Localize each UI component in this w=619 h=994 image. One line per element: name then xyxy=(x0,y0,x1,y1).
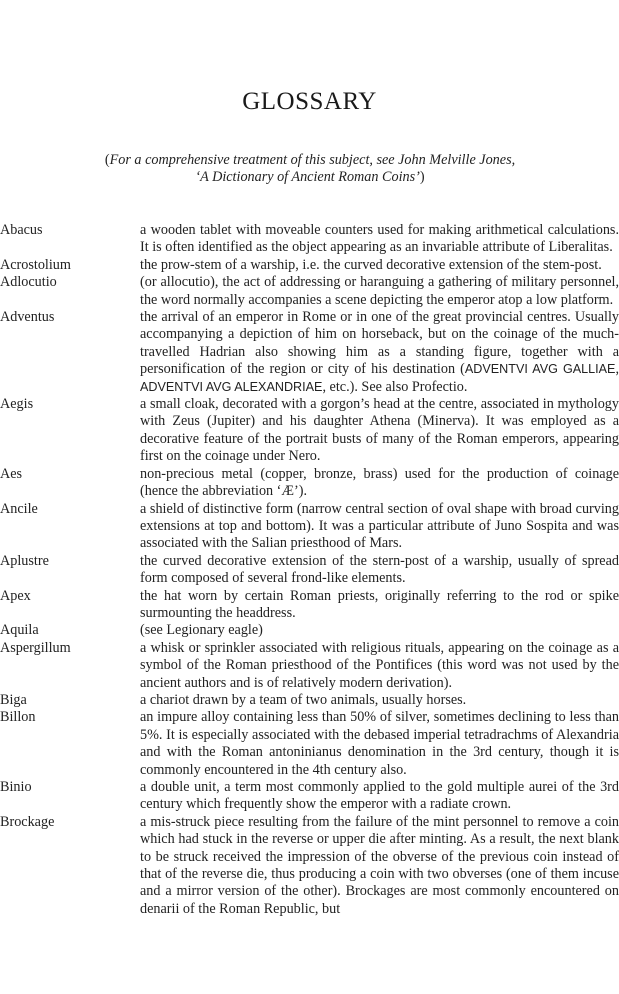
glossary-term: Apex xyxy=(0,587,31,604)
subtitle-line-1 xyxy=(60,152,560,169)
glossary-entry xyxy=(0,588,619,623)
glossary-definition: a chariot drawn by a team of two animals, usually horses. xyxy=(140,691,467,708)
definition-text: the arrival of an emperor in Rome or in one of the great provincial centres. Usually accompanying a depiction of him on horseback, but on the coinage of the much-travelled Hadrian also showing him as a standing figure, together with a personification of the region or city of his destination ( xyxy=(140,309,619,378)
glossary-term: Biga xyxy=(0,691,27,708)
glossary-term: Aspergillum xyxy=(0,639,71,656)
glossary-definition: a shield of distinctive form (narrow central section of oval shape with broad curving extensions at top and bottom). It was a particular attribute of Juno Sospita and was associated with the Salian priesthood of Mars. xyxy=(140,500,619,552)
glossary-entry xyxy=(0,466,619,501)
coin-legend-text: ADVENTVI AVG ALEXANDRIAE xyxy=(140,379,323,394)
glossary-term: Adlocutio xyxy=(0,274,57,291)
glossary-term: Aquila xyxy=(0,622,39,639)
glossary-definition: a wooden tablet with moveable counters used for making arithmetical calculations. It is often identified as the object appearing as an invariable attribute of Liberalitas. xyxy=(140,222,619,256)
subtitle-open-paren: ( xyxy=(104,152,110,168)
glossary-term: Aplustre xyxy=(0,552,49,569)
glossary-definition: non-precious metal (copper, bronze, brass) used for the production of coinage (hence the abbreviation ‘Æ’). xyxy=(140,465,619,500)
glossary-definition: the curved decorative extension of the stern-post of a warship, usually of spread form composed of several frond-like elements. xyxy=(140,552,619,587)
definition-text: , xyxy=(615,361,619,378)
subtitle-reference-line-1: For a comprehensive treatment of this subject, see John Melville Jones, xyxy=(109,152,516,168)
glossary-entry xyxy=(0,814,619,918)
glossary-term: Brockage xyxy=(0,813,55,830)
glossary-entry xyxy=(0,779,619,814)
glossary-definition: (see Legionary eagle) xyxy=(140,622,263,639)
glossary-entry xyxy=(0,709,619,779)
page-subtitle xyxy=(60,152,560,186)
glossary-definition: a small cloak, decorated with a gorgon’s head at the centre, associated in mythology with Zeus (Jupiter) and his daughter Athena (Minerva). It was employed as a decorative feature of the portrait busts of many of the Roman emperors, appearing first on the coinage under Nero. xyxy=(140,396,619,465)
glossary-entry xyxy=(0,274,619,309)
page-title: GLOSSARY xyxy=(242,88,377,115)
definition-text: , etc.). See also Profectio. xyxy=(322,378,468,395)
glossary-entry xyxy=(0,309,619,396)
glossary-definition: a mis-struck piece resulting from the failure of the mint personnel to remove a coin which had stuck in the reverse or upper die after minting. As a result, the next blank to be struck received the impression of the obverse of the previous coin instead of that of the reverse die, thus producing a coin with two obverses (one of them incuse and a mirror version of the other). Brockages are most commonly encountered on denarii of the Roman Republic, but xyxy=(140,813,619,917)
glossary-list xyxy=(0,222,619,918)
glossary-definition: the prow-stem of a warship, i.e. the curved decorative extension of the stem-post. xyxy=(140,256,602,273)
subtitle-line-2 xyxy=(60,169,560,186)
glossary-entry xyxy=(0,222,619,257)
glossary-term: Ancile xyxy=(0,500,38,517)
glossary-term: Binio xyxy=(0,779,32,795)
glossary-term: Adventus xyxy=(0,309,55,326)
glossary-definition: the hat worn by certain Roman priests, originally referring to the rod or spike surmounting the headdress. xyxy=(140,587,619,621)
coin-legend-text: ADVENTVI AVG GALLIAE xyxy=(464,362,616,377)
glossary-entry xyxy=(0,396,619,466)
subtitle-reference-line-2: ‘A Dictionary of Ancient Roman Coins’ xyxy=(195,169,420,185)
glossary-definition: an impure alloy containing less than 50% of silver, sometimes declining to less than 5%. It is especially associated with the debased imperial tetradrachms of Alexandria and with the Roman antoninianus denomination in the 3rd century, though it is commonly encountered in the 4th century also. xyxy=(140,709,619,778)
glossary-entry xyxy=(0,553,619,588)
glossary-entry xyxy=(0,622,619,639)
glossary-definition: a double unit, a term most commonly applied to the gold multiple aurei of the 3rd century which frequently show the emperor with a radiate crown. xyxy=(140,779,619,813)
glossary-term: Acrostolium xyxy=(0,256,71,273)
glossary-entry xyxy=(0,501,619,553)
subtitle-close-paren: ) xyxy=(419,169,425,185)
glossary-entry xyxy=(0,692,619,709)
glossary-term: Billon xyxy=(0,709,36,726)
glossary-entry xyxy=(0,257,619,274)
glossary-term: Abacus xyxy=(0,222,43,238)
glossary-definition xyxy=(140,309,619,396)
glossary-term: Aegis xyxy=(0,396,34,413)
glossary-entry xyxy=(0,640,619,692)
glossary-definition: a whisk or sprinkler associated with religious rituals, appearing on the coinage as a symbol of the Roman priesthood of the Pontifices (this word was not used by the ancient authors and is of relatively modern derivation). xyxy=(140,639,619,691)
glossary-definition: (or allocutio), the act of addressing or haranguing a gathering of military personnel, the word normally accompanies a scene depicting the emperor atop a low platform. xyxy=(140,274,619,308)
glossary-term: Aes xyxy=(0,465,23,482)
